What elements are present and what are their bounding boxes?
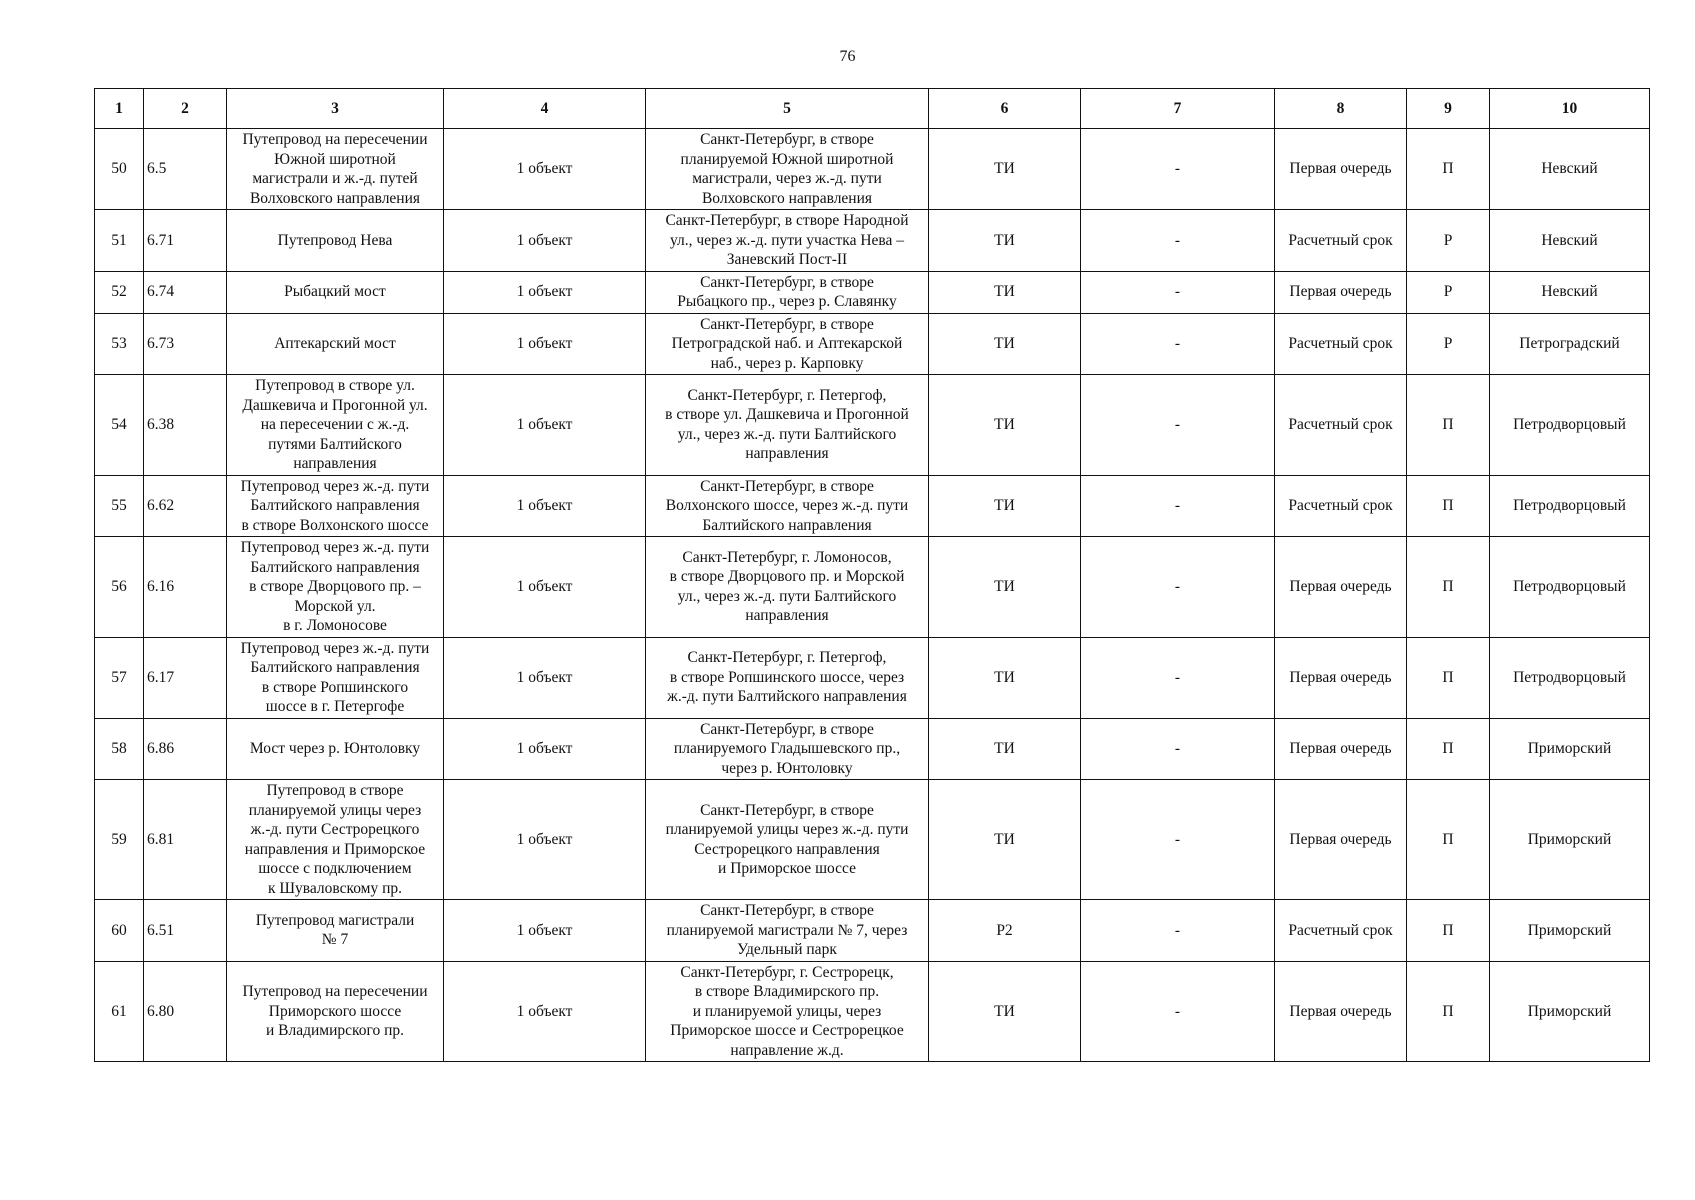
location-cell: Санкт-Петербург, в створе планируемой Южной широтной магистрали, через ж.-д. пути Волховского направления [646, 129, 929, 210]
table-row [95, 780, 1650, 900]
status-cell: П [1407, 375, 1490, 476]
district-cell: Приморский [1490, 780, 1650, 900]
type-cell: ТИ [929, 537, 1081, 638]
column-7-cell: - [1081, 900, 1275, 962]
district-cell: Невский [1490, 129, 1650, 210]
row-number-cell: 56 [95, 537, 144, 638]
table-row [95, 375, 1650, 476]
type-cell: ТИ [929, 129, 1081, 210]
location-cell: Санкт-Петербург, г. Ломоносов, в створе Дворцового пр. и Морской ул., через ж.-д. пути Балтийского направления [646, 537, 929, 638]
column-7-cell: - [1081, 780, 1275, 900]
quantity-cell: 1 объект [444, 313, 646, 375]
location-cell: Санкт-Петербург, в створе Народной ул., через ж.-д. пути участка Нева – Заневский Пост-II [646, 210, 929, 272]
quantity-cell: 1 объект [444, 780, 646, 900]
table-row [95, 537, 1650, 638]
location-cell: Санкт-Петербург, в створе Рыбацкого пр., через р. Славянку [646, 271, 929, 313]
row-number-cell: 53 [95, 313, 144, 375]
location-cell: Санкт-Петербург, в створе Петроградской наб. и Аптекарской наб., через р. Карповку [646, 313, 929, 375]
object-name-cell: Путепровод на пересечении Южной широтной магистрали и ж.-д. путей Волховского направления [227, 129, 444, 210]
object-name-cell: Мост через р. Юнтоловку [227, 718, 444, 780]
stage-cell: Первая очередь [1275, 961, 1407, 1062]
status-cell: П [1407, 129, 1490, 210]
object-name-cell: Путепровод магистрали № 7 [227, 900, 444, 962]
stage-cell: Первая очередь [1275, 271, 1407, 313]
table-row [95, 475, 1650, 537]
stage-cell: Первая очередь [1275, 129, 1407, 210]
stage-cell: Расчетный срок [1275, 313, 1407, 375]
column-header-1: 1 [95, 89, 144, 129]
page-number: 76 [839, 48, 856, 65]
code-cell: 6.16 [144, 537, 227, 638]
location-cell: Санкт-Петербург, в створе Волхонского шоссе, через ж.-д. пути Балтийского направления [646, 475, 929, 537]
column-header-2: 2 [144, 89, 227, 129]
district-cell: Петродворцовый [1490, 475, 1650, 537]
table-row [95, 210, 1650, 272]
status-cell: П [1407, 718, 1490, 780]
table-row [95, 271, 1650, 313]
stage-cell: Расчетный срок [1275, 375, 1407, 476]
district-cell: Приморский [1490, 961, 1650, 1062]
location-cell: Санкт-Петербург, г. Петергоф, в створе ул. Дашкевича и Прогонной ул., через ж.-д. пути Балтийского направления [646, 375, 929, 476]
object-name-cell: Путепровод через ж.-д. пути Балтийского направления в створе Волхонского шоссе [227, 475, 444, 537]
table-row [95, 129, 1650, 210]
row-number-cell: 54 [95, 375, 144, 476]
type-cell: ТИ [929, 718, 1081, 780]
code-cell: 6.62 [144, 475, 227, 537]
code-cell: 6.73 [144, 313, 227, 375]
stage-cell: Расчетный срок [1275, 210, 1407, 272]
type-cell: ТИ [929, 210, 1081, 272]
code-cell: 6.71 [144, 210, 227, 272]
row-number-cell: 61 [95, 961, 144, 1062]
object-name-cell: Путепровод Нева [227, 210, 444, 272]
status-cell: Р [1407, 210, 1490, 272]
location-cell: Санкт-Петербург, г. Петергоф, в створе Ропшинского шоссе, через ж.-д. пути Балтийского направления [646, 637, 929, 718]
stage-cell: Расчетный срок [1275, 475, 1407, 537]
quantity-cell: 1 объект [444, 718, 646, 780]
status-cell: П [1407, 537, 1490, 638]
type-cell: ТИ [929, 961, 1081, 1062]
status-cell: П [1407, 637, 1490, 718]
row-number-cell: 57 [95, 637, 144, 718]
code-cell: 6.51 [144, 900, 227, 962]
quantity-cell: 1 объект [444, 961, 646, 1062]
location-cell: Санкт-Петербург, г. Сестрорецк, в створе Владимирского пр. и планируемой улицы, через Приморское шоссе и Сестрорецкое направление ж.д. [646, 961, 929, 1062]
type-cell: ТИ [929, 313, 1081, 375]
type-cell: ТИ [929, 637, 1081, 718]
status-cell: П [1407, 961, 1490, 1062]
column-7-cell: - [1081, 537, 1275, 638]
quantity-cell: 1 объект [444, 375, 646, 476]
table-row [95, 637, 1650, 718]
table-row [95, 900, 1650, 962]
district-cell: Невский [1490, 210, 1650, 272]
row-number-cell: 51 [95, 210, 144, 272]
stage-cell: Первая очередь [1275, 537, 1407, 638]
district-cell: Петроградский [1490, 313, 1650, 375]
district-cell: Приморский [1490, 718, 1650, 780]
stage-cell: Расчетный срок [1275, 900, 1407, 962]
quantity-cell: 1 объект [444, 637, 646, 718]
quantity-cell: 1 объект [444, 271, 646, 313]
column-header-9: 9 [1407, 89, 1490, 129]
row-number-cell: 60 [95, 900, 144, 962]
column-7-cell: - [1081, 375, 1275, 476]
row-number-cell: 58 [95, 718, 144, 780]
column-7-cell: - [1081, 129, 1275, 210]
column-header-10: 10 [1490, 89, 1650, 129]
column-7-cell: - [1081, 210, 1275, 272]
district-cell: Невский [1490, 271, 1650, 313]
status-cell: П [1407, 780, 1490, 900]
location-cell: Санкт-Петербург, в створе планируемой улицы через ж.-д. пути Сестрорецкого направления и Приморское шоссе [646, 780, 929, 900]
location-cell: Санкт-Петербург, в створе планируемой магистрали № 7, через Удельный парк [646, 900, 929, 962]
code-cell: 6.38 [144, 375, 227, 476]
quantity-cell: 1 объект [444, 900, 646, 962]
district-cell: Петродворцовый [1490, 537, 1650, 638]
status-cell: П [1407, 475, 1490, 537]
quantity-cell: 1 объект [444, 537, 646, 638]
stage-cell: Первая очередь [1275, 780, 1407, 900]
object-name-cell: Путепровод через ж.-д. пути Балтийского направления в створе Ропшинского шоссе в г. Петергофе [227, 637, 444, 718]
code-cell: 6.5 [144, 129, 227, 210]
code-cell: 6.86 [144, 718, 227, 780]
column-header-6: 6 [929, 89, 1081, 129]
table-row [95, 718, 1650, 780]
object-name-cell: Путепровод в створе планируемой улицы через ж.-д. пути Сестрорецкого направления и Приморское шоссе с подключением к Шуваловскому пр. [227, 780, 444, 900]
column-header-5: 5 [646, 89, 929, 129]
stage-cell: Первая очередь [1275, 637, 1407, 718]
table-row [95, 961, 1650, 1062]
district-cell: Петродворцовый [1490, 375, 1650, 476]
column-header-3: 3 [227, 89, 444, 129]
code-cell: 6.81 [144, 780, 227, 900]
code-cell: 6.17 [144, 637, 227, 718]
type-cell: Р2 [929, 900, 1081, 962]
column-7-cell: - [1081, 313, 1275, 375]
district-cell: Приморский [1490, 900, 1650, 962]
row-number-cell: 52 [95, 271, 144, 313]
quantity-cell: 1 объект [444, 210, 646, 272]
district-cell: Петродворцовый [1490, 637, 1650, 718]
column-header-8: 8 [1275, 89, 1407, 129]
type-cell: ТИ [929, 375, 1081, 476]
object-name-cell: Аптекарский мост [227, 313, 444, 375]
table-body [95, 129, 1650, 1062]
object-name-cell: Рыбацкий мост [227, 271, 444, 313]
column-7-cell: - [1081, 718, 1275, 780]
type-cell: ТИ [929, 475, 1081, 537]
column-header-4: 4 [444, 89, 646, 129]
status-cell: Р [1407, 313, 1490, 375]
object-name-cell: Путепровод через ж.-д. пути Балтийского направления в створе Дворцового пр. – Морской ул. в г. Ломоносове [227, 537, 444, 638]
code-cell: 6.74 [144, 271, 227, 313]
column-7-cell: - [1081, 961, 1275, 1062]
row-number-cell: 55 [95, 475, 144, 537]
object-name-cell: Путепровод в створе ул. Дашкевича и Прогонной ул. на пересечении с ж.-д. путями Балтийского направления [227, 375, 444, 476]
quantity-cell: 1 объект [444, 129, 646, 210]
type-cell: ТИ [929, 271, 1081, 313]
type-cell: ТИ [929, 780, 1081, 900]
quantity-cell: 1 объект [444, 475, 646, 537]
code-cell: 6.80 [144, 961, 227, 1062]
table-row [95, 313, 1650, 375]
status-cell: П [1407, 900, 1490, 962]
stage-cell: Первая очередь [1275, 718, 1407, 780]
row-number-cell: 50 [95, 129, 144, 210]
object-name-cell: Путепровод на пересечении Приморского шоссе и Владимирского пр. [227, 961, 444, 1062]
column-7-cell: - [1081, 271, 1275, 313]
location-cell: Санкт-Петербург, в створе планируемого Гладышевского пр., через р. Юнтоловку [646, 718, 929, 780]
status-cell: Р [1407, 271, 1490, 313]
objects-table [94, 88, 1650, 1062]
row-number-cell: 59 [95, 780, 144, 900]
table-header-row [95, 89, 1650, 129]
column-7-cell: - [1081, 637, 1275, 718]
column-7-cell: - [1081, 475, 1275, 537]
column-header-7: 7 [1081, 89, 1275, 129]
